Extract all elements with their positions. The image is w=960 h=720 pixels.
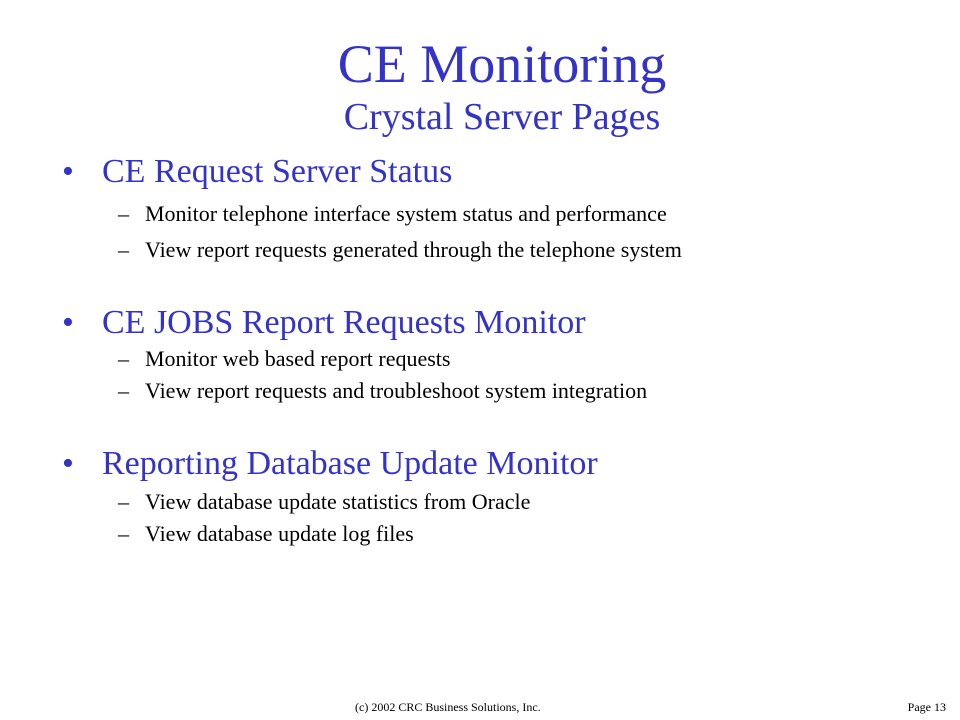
list-item-label: Monitor web based report requests xyxy=(145,346,451,371)
list-item-label: View database update log files xyxy=(145,521,414,546)
dash-icon: – xyxy=(118,201,129,226)
slide-title: CE Monitoring xyxy=(337,34,667,94)
dash-icon: – xyxy=(118,489,129,514)
list-item xyxy=(118,377,647,405)
slide-subtitle: Crystal Server Pages xyxy=(343,96,661,138)
list-item-label: View database update statistics from Oracle xyxy=(145,489,531,514)
dash-icon: – xyxy=(118,378,129,403)
section-heading-request-server-status xyxy=(62,152,452,192)
list-item-label: View report requests and troubleshoot system integration xyxy=(145,378,648,403)
section-heading-label: CE JOBS Report Requests Monitor xyxy=(102,304,586,341)
dash-icon: – xyxy=(118,346,129,371)
list-item-label: Monitor telephone interface system status and performance xyxy=(145,201,667,226)
list-item xyxy=(118,520,414,548)
bullet-icon: • xyxy=(62,153,74,190)
dash-icon: – xyxy=(118,237,129,262)
list-item xyxy=(118,488,530,516)
section-heading-jobs-report-monitor xyxy=(62,303,586,343)
list-item xyxy=(118,345,450,373)
bullet-icon: • xyxy=(62,304,74,341)
dash-icon: – xyxy=(118,521,129,546)
bullet-icon: • xyxy=(62,445,74,482)
list-item-label: View report requests generated through the telephone system xyxy=(145,237,682,262)
footer-copyright: (c) 2002 CRC Business Solutions, Inc. xyxy=(355,700,541,714)
section-heading-label: Reporting Database Update Monitor xyxy=(102,445,598,482)
section-heading-label: CE Request Server Status xyxy=(102,153,453,190)
section-heading-database-update-monitor xyxy=(62,444,598,484)
list-item xyxy=(118,200,667,228)
footer-page-number: Page 13 xyxy=(907,700,946,714)
list-item xyxy=(118,236,682,264)
